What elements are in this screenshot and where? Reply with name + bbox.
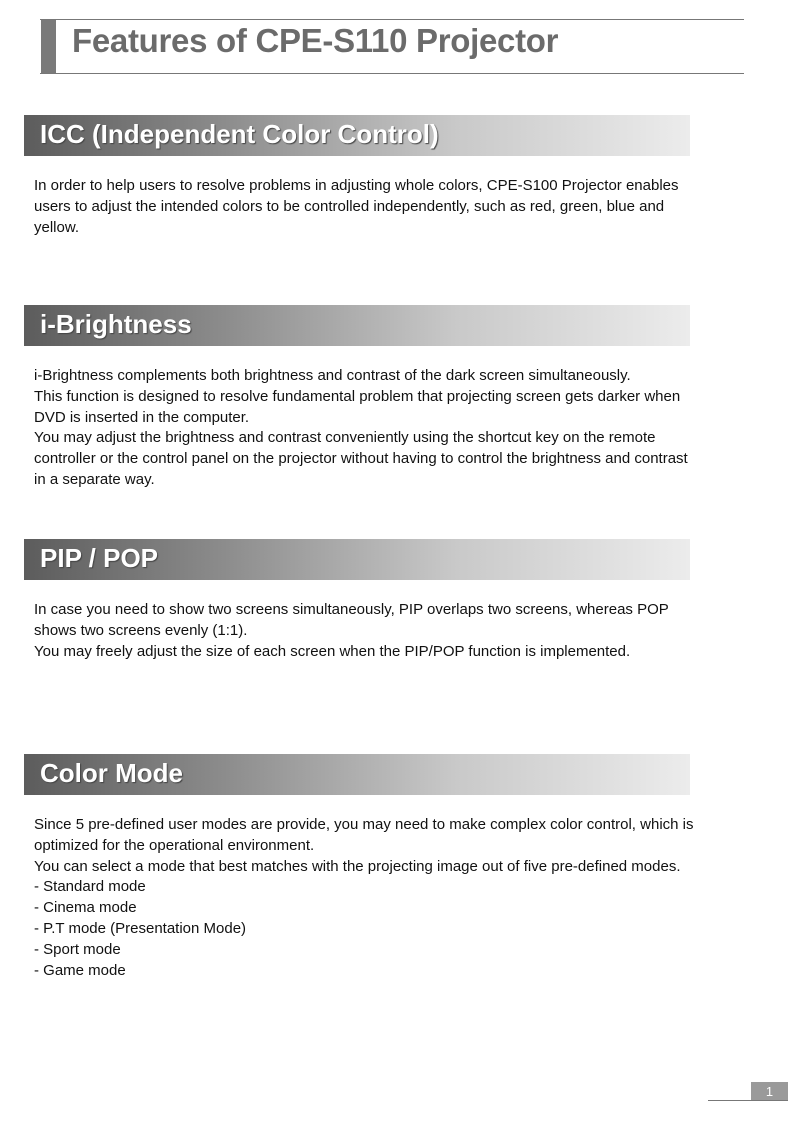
list-item: - P.T mode (Presentation Mode): [34, 919, 247, 937]
section-heading-color-mode: [24, 754, 690, 795]
list-item: - Sport mode: [34, 940, 121, 958]
section-body-pip-pop: [34, 600, 694, 662]
list-item: - Standard mode: [34, 878, 146, 896]
paragraph: In order to help users to resolve problems in adjusting whole colors, CPE-S100 Projector enables users to adjust the intended colors to be controlled independently, such as red, green, blue and yellow.: [34, 177, 679, 236]
paragraph: Since 5 pre-defined user modes are provide, you may need to make complex color control, which is optimized for the operational environment.: [34, 816, 694, 854]
list-item: - Game mode: [34, 961, 126, 979]
header-rule-top: [40, 19, 744, 20]
section-body-color-mode: [34, 815, 694, 981]
section-heading-pip-pop: [24, 539, 690, 580]
section-heading-text: ICC (Independent Color Control): [40, 119, 439, 149]
paragraph: You may adjust the brightness and contrast conveniently using the shortcut key on the remote controller or the control panel on the projector without having to control the brightness and contrast in a separate way.: [34, 429, 688, 488]
section-body-icc: [34, 176, 694, 238]
header-rule-bottom: [40, 73, 744, 74]
section-heading-i-brightness: [24, 305, 690, 346]
section-heading-text: Color Mode: [40, 758, 183, 788]
page-title: Features of CPE-S110 Projector: [72, 22, 559, 59]
section-heading-text: PIP / POP: [40, 543, 159, 573]
section-body-i-brightness: [34, 366, 694, 491]
paragraph: i-Brightness complements both brightness and contrast of the dark screen simultaneously.: [34, 367, 631, 384]
section-heading-icc: [24, 115, 690, 156]
paragraph: This function is designed to resolve fundamental problem that projecting screen gets darker when DVD is inserted in the computer.: [34, 387, 681, 426]
paragraph: You may freely adjust the size of each screen when the PIP/POP function is implemented.: [34, 642, 631, 660]
page-header: [0, 0, 808, 80]
page-number: 1: [751, 1082, 788, 1101]
paragraph: In case you need to show two screens simultaneously, PIP overlaps two screens, whereas POP shows two screens evenly (1:1).: [34, 601, 669, 639]
list-item: - Cinema mode: [34, 899, 137, 917]
section-heading-text: i-Brightness: [40, 309, 192, 339]
footer-rule: [708, 1100, 788, 1101]
paragraph: You can select a mode that best matches with the projecting image out of five pre-defined modes.: [34, 857, 681, 875]
header-accent-bar: [41, 20, 56, 73]
